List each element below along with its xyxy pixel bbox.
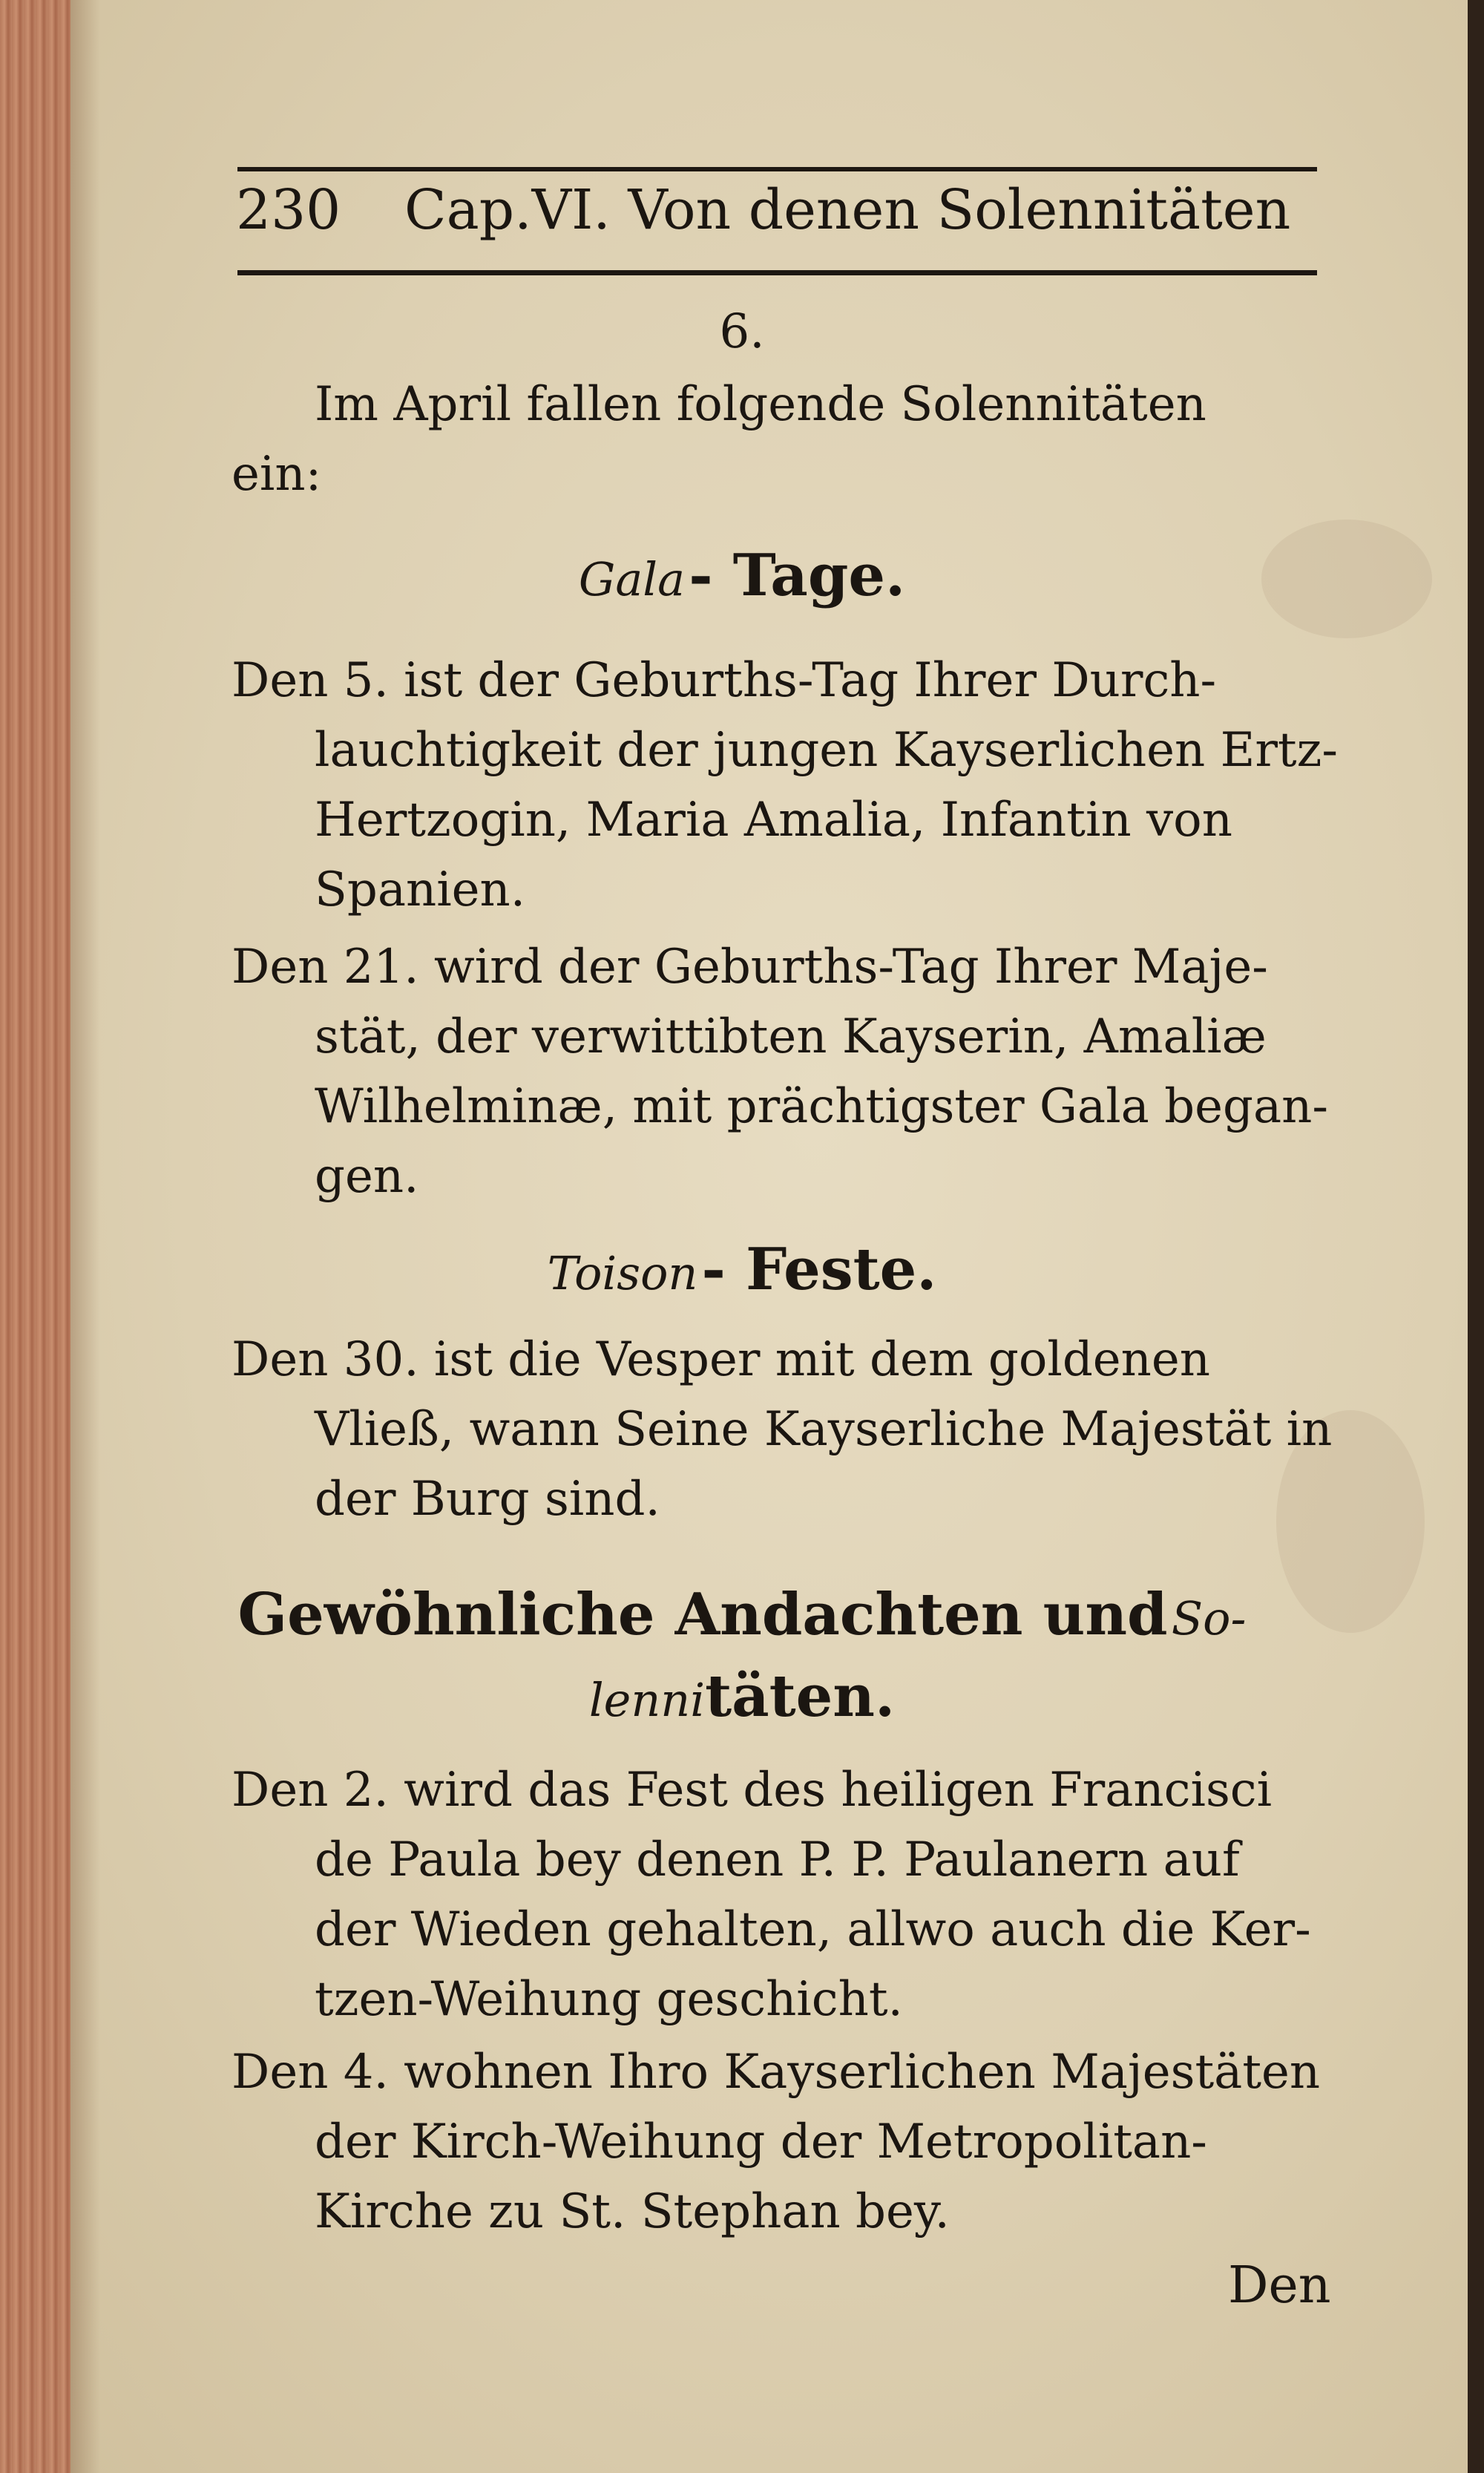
entry-line: lauchtigkeit der jungen Kayserlichen Ertz- — [315, 723, 1338, 778]
toison-heading-italic: Toison — [547, 1246, 698, 1300]
andachten-heading2-italic: lenni — [588, 1673, 706, 1727]
entry-line: Den 2. wird das Fest des heiligen Francisci — [232, 1763, 1273, 1818]
toison-entry — [232, 1325, 1367, 1534]
gala-entry — [232, 932, 1367, 1211]
page-number: 230 — [236, 178, 341, 242]
intro-line: ein: — [232, 447, 322, 502]
entry-line: stät, der verwittibten Kayserin, Amaliæ — [315, 1009, 1267, 1064]
andachten-heading-italic: So- — [1171, 1591, 1247, 1645]
entry-line: Den 5. ist der Geburths-Tag Ihrer Durch- — [232, 653, 1217, 708]
andachten-heading — [0, 1581, 1484, 1648]
entry-line: de Paula bey denen P. P. Paulanern auf — [315, 1832, 1240, 1887]
andachten-heading-line2 — [0, 1663, 1484, 1730]
entry-line: tzen-Weihung geschicht. — [315, 1972, 903, 2027]
section-intro — [232, 370, 1367, 509]
section-number: 6. — [719, 304, 765, 359]
header-rule-top — [237, 167, 1317, 171]
intro-line: Im April fallen folgende Solennitäten — [315, 377, 1206, 432]
entry-line: Vließ, wann Seine Kayserliche Majestät in — [315, 1402, 1333, 1457]
gala-heading — [0, 542, 1484, 609]
andachten-heading2-bold: täten. — [705, 1663, 896, 1730]
entry-line: Hertzogin, Maria Amalia, Infantin von — [315, 793, 1232, 848]
toison-heading-bold: - Feste. — [701, 1236, 937, 1303]
entry-line: der Wieden gehalten, allwo auch die Ker- — [315, 1902, 1311, 1957]
entry-line: gen. — [315, 1149, 419, 1204]
gala-entry — [232, 646, 1367, 925]
entry-line: Den 30. ist die Vesper mit dem goldenen — [232, 1332, 1210, 1387]
andachten-entry — [232, 2037, 1367, 2247]
running-head: Cap.VI. Von denen Solennitäten — [404, 178, 1291, 242]
gala-heading-italic: Gala — [578, 552, 686, 606]
entry-line: Wilhelminæ, mit prächtigster Gala began- — [315, 1079, 1328, 1134]
header-rule-bottom — [237, 270, 1317, 275]
entry-line: Kirche zu St. Stephan bey. — [315, 2184, 950, 2239]
andachten-heading-bold: Gewöhnliche Andachten und — [237, 1581, 1168, 1648]
gala-heading-bold: - Tage. — [689, 542, 906, 609]
entry-line: Spanien. — [315, 862, 526, 917]
entry-line: der Kirch-Weihung der Metropolitan- — [315, 2115, 1207, 2169]
entry-line: Den 21. wird der Geburths-Tag Ihrer Maje- — [232, 940, 1268, 995]
catchword: Den — [1228, 2256, 1331, 2315]
toison-heading — [0, 1236, 1484, 1303]
andachten-entry — [232, 1755, 1367, 2034]
entry-line: der Burg sind. — [315, 1472, 660, 1527]
entry-line: Den 4. wohnen Ihro Kayserlichen Majestäten — [232, 2045, 1321, 2100]
